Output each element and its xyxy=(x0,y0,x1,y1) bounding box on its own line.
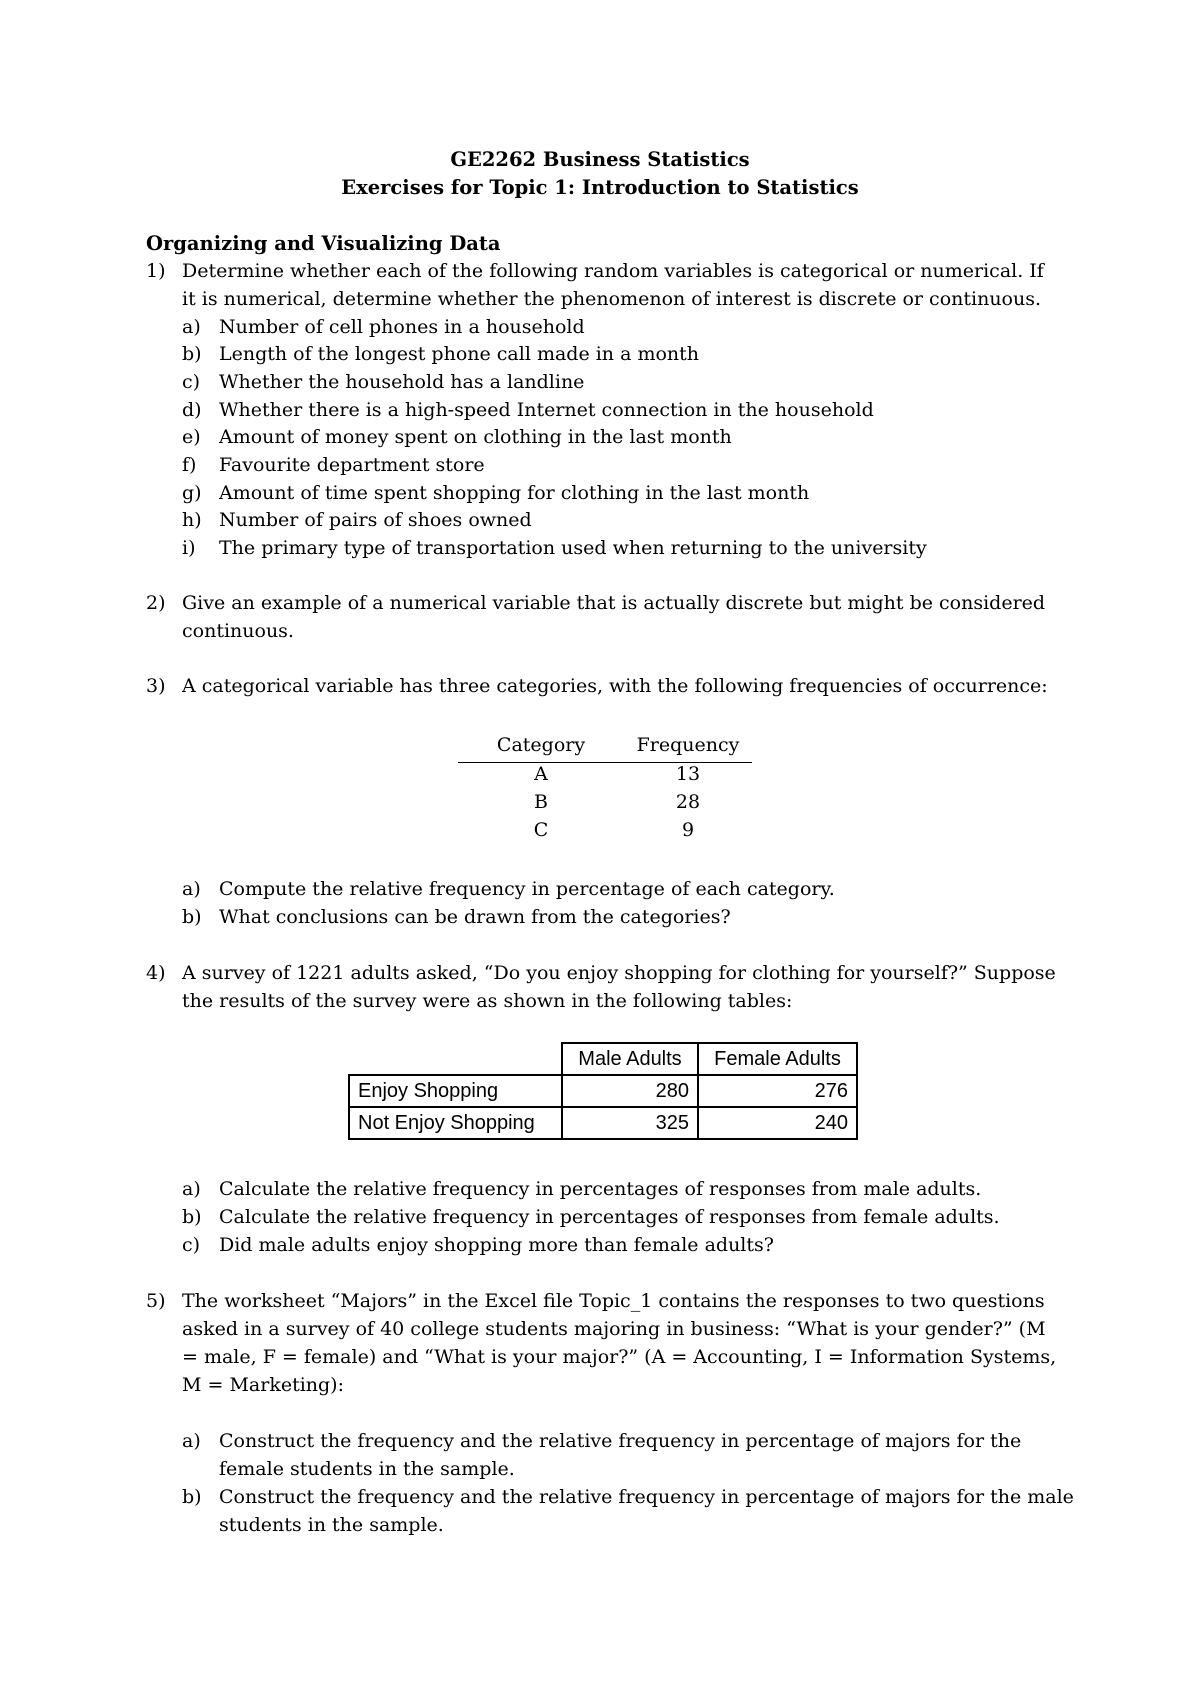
course-title: GE2262 Business Statistics xyxy=(450,148,750,171)
item-letter: a) xyxy=(182,316,201,338)
item-letter: a) xyxy=(182,1430,201,1452)
item-letter: c) xyxy=(182,1234,201,1256)
column-header: Male Adults xyxy=(562,1043,698,1075)
list-item: Amount of money spent on clothing in the last month xyxy=(219,426,732,448)
item-letter: g) xyxy=(182,482,202,504)
item-letter: b) xyxy=(182,1486,202,1508)
table-cell: A xyxy=(534,763,548,785)
table-cell: B xyxy=(534,791,548,813)
question-number: 4) xyxy=(146,962,166,984)
list-item: Did male adults enjoy shopping more than female adults? xyxy=(219,1234,774,1256)
item-letter: b) xyxy=(182,343,202,365)
list-item: Favourite department store xyxy=(219,454,485,476)
table-cell: C xyxy=(533,819,549,841)
list-item: Whether the household has a landline xyxy=(219,371,585,393)
question-number: 2) xyxy=(146,592,166,614)
item-letter: b) xyxy=(182,906,202,928)
list-item: The primary type of transportation used when returning to the university xyxy=(219,537,927,559)
column-header: Frequency xyxy=(636,734,740,756)
item-letter: a) xyxy=(182,878,201,900)
list-item: female students in the sample. xyxy=(219,1458,515,1480)
list-item: What conclusions can be drawn from the categories? xyxy=(219,906,731,928)
item-letter: h) xyxy=(182,509,202,531)
table-cell: 9 xyxy=(681,819,695,841)
survey-table xyxy=(348,1042,858,1140)
table-cell: 28 xyxy=(675,791,701,813)
column-header: Category xyxy=(496,734,586,756)
list-item: Construct the frequency and the relative frequency in percentage of majors for the male xyxy=(219,1486,1074,1508)
question-text: continuous. xyxy=(182,620,294,642)
question-text: asked in a survey of 40 college students majoring in business: “What is your gender?” (M xyxy=(182,1318,1046,1340)
table-cell: 325 xyxy=(562,1107,698,1139)
question-text: M = Marketing): xyxy=(182,1374,345,1396)
table-row xyxy=(349,1075,857,1107)
row-header: Enjoy Shopping xyxy=(349,1075,562,1107)
question-number: 5) xyxy=(146,1290,166,1312)
table-header-row xyxy=(349,1043,857,1075)
question-text: The worksheet “Majors” in the Excel file Topic_1 contains the responses to two questions xyxy=(182,1290,1045,1312)
section-heading: Organizing and Visualizing Data xyxy=(146,232,501,255)
table-cell: 276 xyxy=(698,1075,857,1107)
table-header-row xyxy=(458,734,752,763)
list-item: students in the sample. xyxy=(219,1514,444,1536)
question-text: A categorical variable has three categories, with the following frequencies of occurrence: xyxy=(182,675,1048,697)
item-letter: f) xyxy=(182,454,197,476)
list-item: Construct the frequency and the relative frequency in percentage of majors for the xyxy=(219,1430,1022,1452)
item-letter: c) xyxy=(182,371,201,393)
table-row xyxy=(349,1107,857,1139)
exercise-subtitle: Exercises for Topic 1: Introduction to Statistics xyxy=(341,176,859,199)
list-item: Length of the longest phone call made in a month xyxy=(219,343,700,365)
list-item: Whether there is a high-speed Internet connection in the household xyxy=(219,399,874,421)
table-row xyxy=(458,763,752,791)
item-letter: a) xyxy=(182,1178,201,1200)
question-text: the results of the survey were as shown in the following tables: xyxy=(182,990,793,1012)
list-item: Amount of time spent shopping for clothing in the last month xyxy=(219,482,810,504)
item-letter: d) xyxy=(182,399,202,421)
question-number: 1) xyxy=(146,260,166,282)
question-number: 3) xyxy=(146,675,166,697)
frequency-table xyxy=(458,734,752,847)
table-cell: 240 xyxy=(698,1107,857,1139)
question-text: it is numerical, determine whether the phenomenon of interest is discrete or continuous. xyxy=(182,288,1042,310)
empty-cell xyxy=(349,1043,562,1075)
table-cell: 13 xyxy=(675,763,701,785)
list-item: Number of pairs of shoes owned xyxy=(219,509,532,531)
item-letter: b) xyxy=(182,1206,202,1228)
list-item: Calculate the relative frequency in percentages of responses from female adults. xyxy=(219,1206,1000,1228)
column-header: Female Adults xyxy=(698,1043,857,1075)
list-item: Number of cell phones in a household xyxy=(219,316,585,338)
list-item: Compute the relative frequency in percentage of each category. xyxy=(219,878,835,900)
list-item: Calculate the relative frequency in percentages of responses from male adults. xyxy=(219,1178,982,1200)
table-row xyxy=(458,791,752,819)
item-letter: i) xyxy=(182,537,196,559)
table-cell: 280 xyxy=(562,1075,698,1107)
question-text: Determine whether each of the following random variables is categorical or numerical. If xyxy=(182,260,1044,282)
question-text: A survey of 1221 adults asked, “Do you enjoy shopping for clothing for yourself?” Suppose xyxy=(182,962,1056,984)
table-row xyxy=(458,819,752,847)
row-header: Not Enjoy Shopping xyxy=(349,1107,562,1139)
question-text: Give an example of a numerical variable that is actually discrete but might be considered xyxy=(182,592,1046,614)
question-text: = male, F = female) and “What is your major?” (A = Accounting, I = Information Systems, xyxy=(182,1346,1057,1368)
item-letter: e) xyxy=(182,426,201,448)
